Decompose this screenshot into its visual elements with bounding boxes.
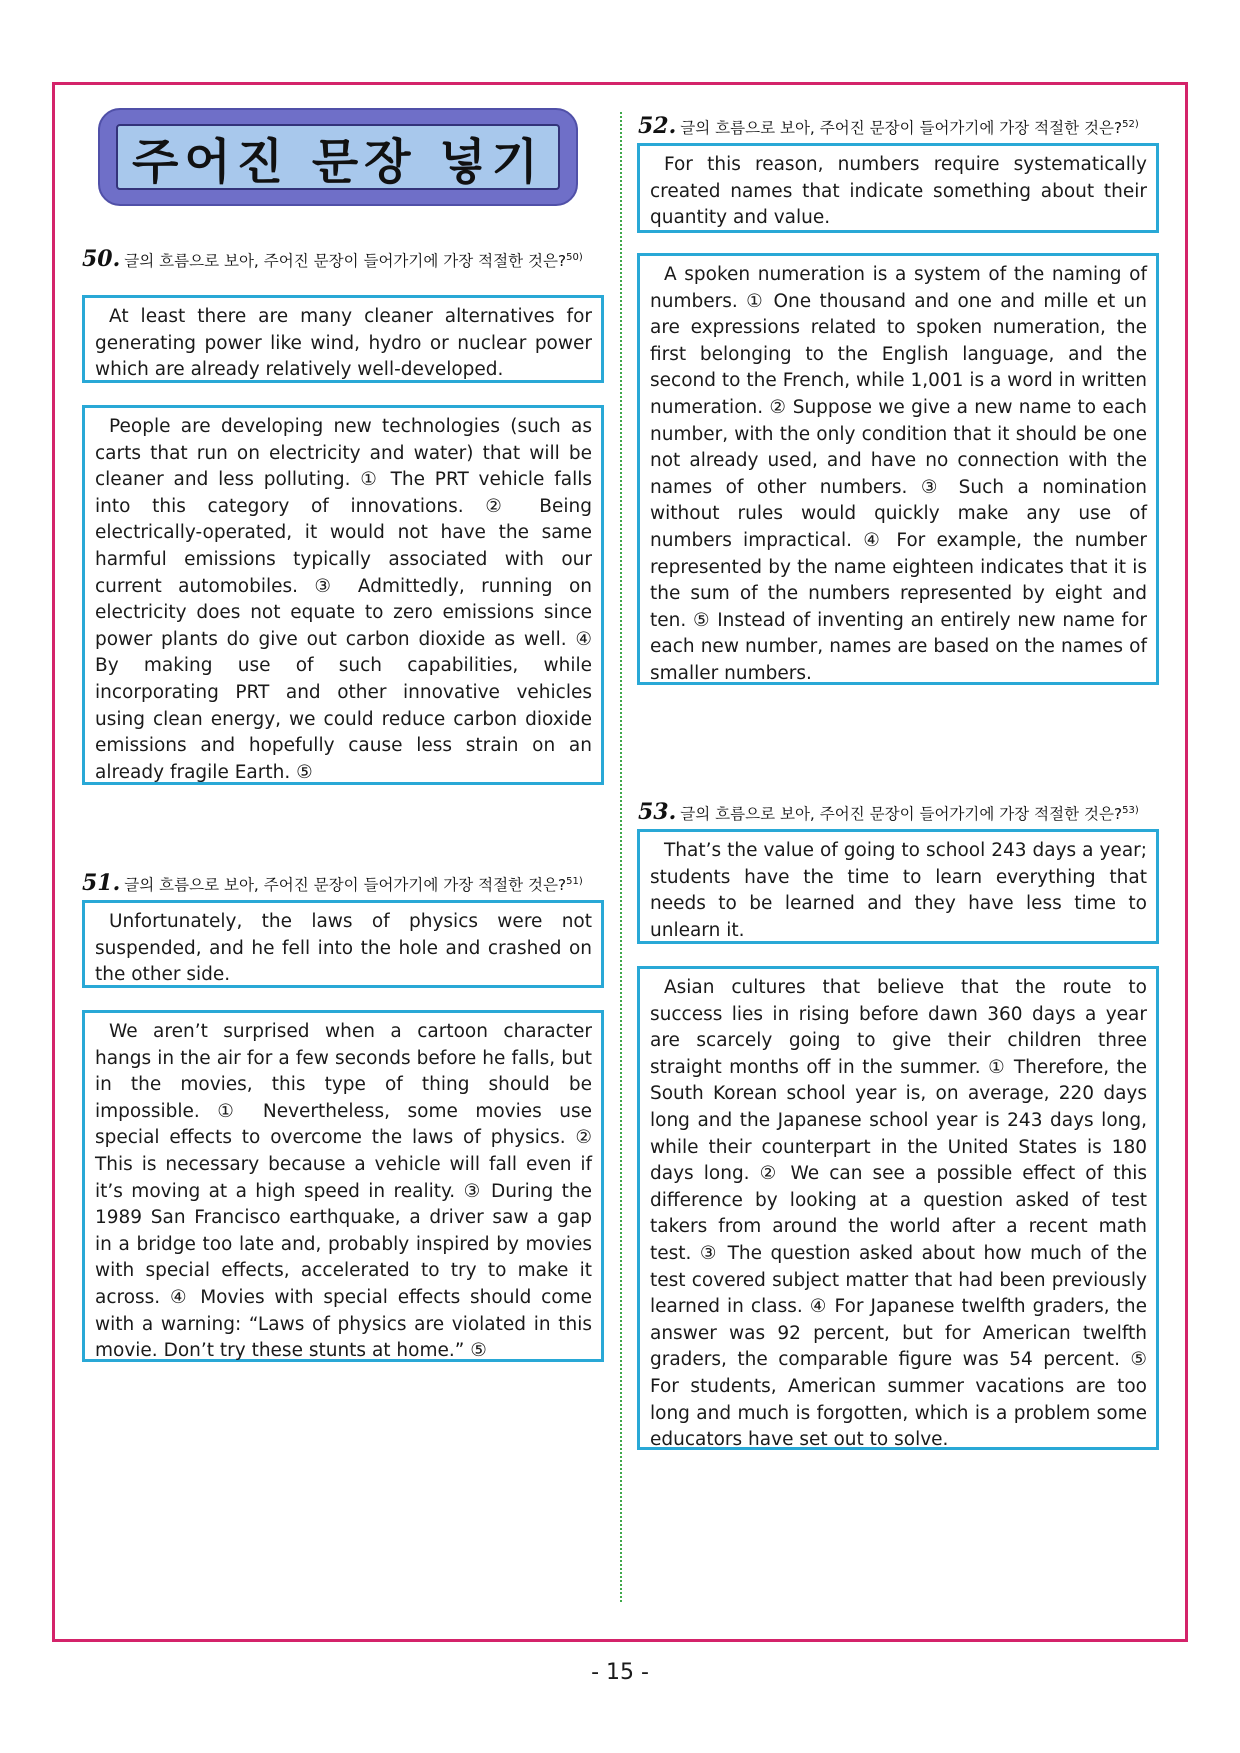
question-header-52: [638, 115, 1166, 138]
passage-box-50: [82, 405, 604, 785]
given-sentence: Unfortunately, the laws of physics were not suspended, and he fell into the hole and crashed on the other side.: [95, 911, 592, 986]
section-title: 주어진 문장 넣기: [116, 124, 560, 190]
passage-box-51: [82, 1010, 604, 1362]
page-number: - 15 -: [591, 1660, 649, 1685]
given-sentence: At least there are many cleaner alternatives for generating power like wind, hydro or nuclear power which are already relatively well-developed.: [95, 306, 592, 381]
column-divider: [620, 112, 622, 1602]
question-header-51: [82, 872, 610, 895]
footnote-ref: 50): [566, 252, 583, 263]
passage-text: Asian cultures that believe that the route to success lies in rising before dawn 360 days a year are scarcely going to give their children three straight months off in the summer. ① Therefore, the South Korean school year is, on average, 220 days long and the Japanese school year is 243 days long, while their counterpart in the United States is 180 days long. ② We can see a possible effect of this difference by looking at a question asked of test takers from around the world after a recent math test. ③ The question asked about how much of the test covered subject matter that had been previously learned in class. ④ For Japanese twelfth graders, the answer was 92 percent, but for American twelfth graders, the comparable figure was 54 percent. ⑤ For students, American summer vacations are too long and much is forgotten, which is a problem some educators have set out to solve.: [650, 977, 1147, 1451]
given-sentence: That’s the value of going to school 243 days a year; students have the time to learn everything that needs to be learned and they have less time to unlearn it.: [650, 840, 1147, 941]
passage-box-52: [637, 253, 1159, 685]
passage-text: People are developing new technologies (such as carts that run on electricity and water) that will be cleaner and less polluting. ① The PRT vehicle falls into this category of innovations. ② Being electrically-operated, it would not have the same harmful emissions typically associated with our current automobiles. ③ Admittedly, running on electricity does not equate to zero emissions since power plants do give out carbon dioxide as well. ④ By making use of such capabilities, while incorporating PRT and other innovative vehicles using clean energy, we could reduce carbon dioxide emissions and hopefully cause less strain on an already fragile Earth. ⑤: [95, 416, 592, 783]
question-header-53: [638, 801, 1166, 824]
question-prompt: 글의 흐름으로 보아, 주어진 문장이 들어가기에 가장 적절한 것은?: [124, 252, 567, 271]
given-sentence: For this reason, numbers require systematically created names that indicate something about their quantity and value.: [650, 154, 1147, 229]
question-prompt: 글의 흐름으로 보아, 주어진 문장이 들어가기에 가장 적절한 것은?: [680, 119, 1123, 138]
passage-text: We aren’t surprised when a cartoon character hangs in the air for a few seconds before he falls, but in the movies, this type of thing should be impossible. ① Nevertheless, some movies use special effects to overcome the laws of physics. ② This is necessary because a vehicle will fall even if it’s moving at a high speed in reality. ③ During the 1989 San Francisco earthquake, a driver saw a gap in a bridge too late and, probably inspired by movies with special effects, accelerated to try to make it across. ④ Movies with special effects should come with a warning: “Laws of physics are violated in this movie. Don’t try these stunts at home.” ⑤: [95, 1021, 592, 1362]
given-sentence-box-51: [82, 900, 604, 988]
footnote-ref: 51): [566, 876, 583, 887]
given-sentence-box-53: [637, 829, 1159, 944]
question-prompt: 글의 흐름으로 보아, 주어진 문장이 들어가기에 가장 적절한 것은?: [124, 876, 567, 895]
question-number: 51.: [82, 870, 121, 897]
given-sentence-box-52: [637, 143, 1159, 233]
question-number: 53.: [638, 799, 677, 826]
question-number: 50.: [82, 246, 121, 273]
question-header-50: [82, 248, 610, 271]
section-title-banner: [98, 108, 578, 206]
passage-box-53: [637, 966, 1159, 1450]
given-sentence-box-50: [82, 295, 604, 383]
passage-text: A spoken numeration is a system of the naming of numbers. ① One thousand and one and mille et un are expressions related to spoken numeration, the first belonging to the English language, and the second to the French, while 1,001 is a word in written numeration. ② Suppose we give a new name to each number, with the only condition that it should be one not already used, and have no connection with the names of other numbers. ③ Such a nomination without rules would quickly make any use of numbers impractical. ④ For example, the number represented by the name eighteen indicates that it is the sum of the numbers represented by eight and ten. ⑤ Instead of inventing an entirely new name for each new number, names are based on the names of smaller numbers.: [650, 264, 1147, 684]
footnote-ref: 52): [1122, 119, 1139, 130]
question-number: 52.: [638, 113, 677, 140]
question-prompt: 글의 흐름으로 보아, 주어진 문장이 들어가기에 가장 적절한 것은?: [680, 805, 1123, 824]
footnote-ref: 53): [1122, 805, 1139, 816]
